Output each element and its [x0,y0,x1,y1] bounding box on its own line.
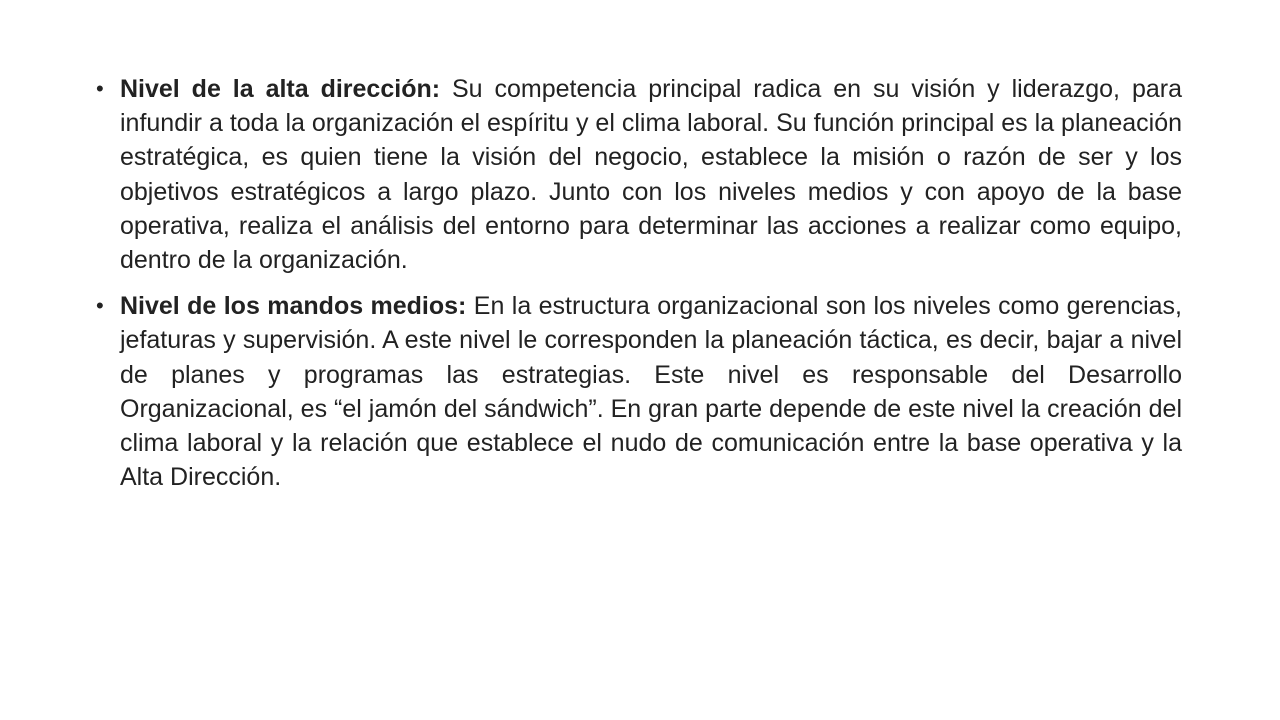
bullet-text: Su competencia principal radica en su visión y liderazgo, para infundir a toda la organización el espíritu y el clima laboral. Su función principal es la planeación estratégica, es quien tiene la visión del negocio, establece la misión o razón de ser y los objetivos estratégicos a largo plazo. Junto con los niveles medios y con apoyo de la base operativa, realiza el análisis del entorno para determinar las acciones a realizar como equipo, dentro de la organización. [120,75,1182,275]
bullet-item-mandos-medios [96,289,1182,494]
bullet-item-alta-direccion [96,72,1182,277]
bullet-icon: • [96,293,104,319]
bullet-term: Nivel de la alta dirección: [120,75,441,103]
bullet-icon: • [96,76,104,101]
bullet-term: Nivel de los mandos medios: [120,292,467,321]
bullet-text: En la estructura organizacional son los niveles como gerencias, jefaturas y supervisión. A este nivel le corresponden la planeación táctica, es decir, bajar a nivel de planes y programas las estrategias. Este nivel es responsable del Desarrollo Organizacional, es “el jamón del sándwich”. En gran parte depende de este nivel la creación del clima laboral y la relación que establece el nudo de comunicación entre la base operativa y la Alta Dirección. [120,292,1182,492]
bullet-list [96,72,1182,506]
